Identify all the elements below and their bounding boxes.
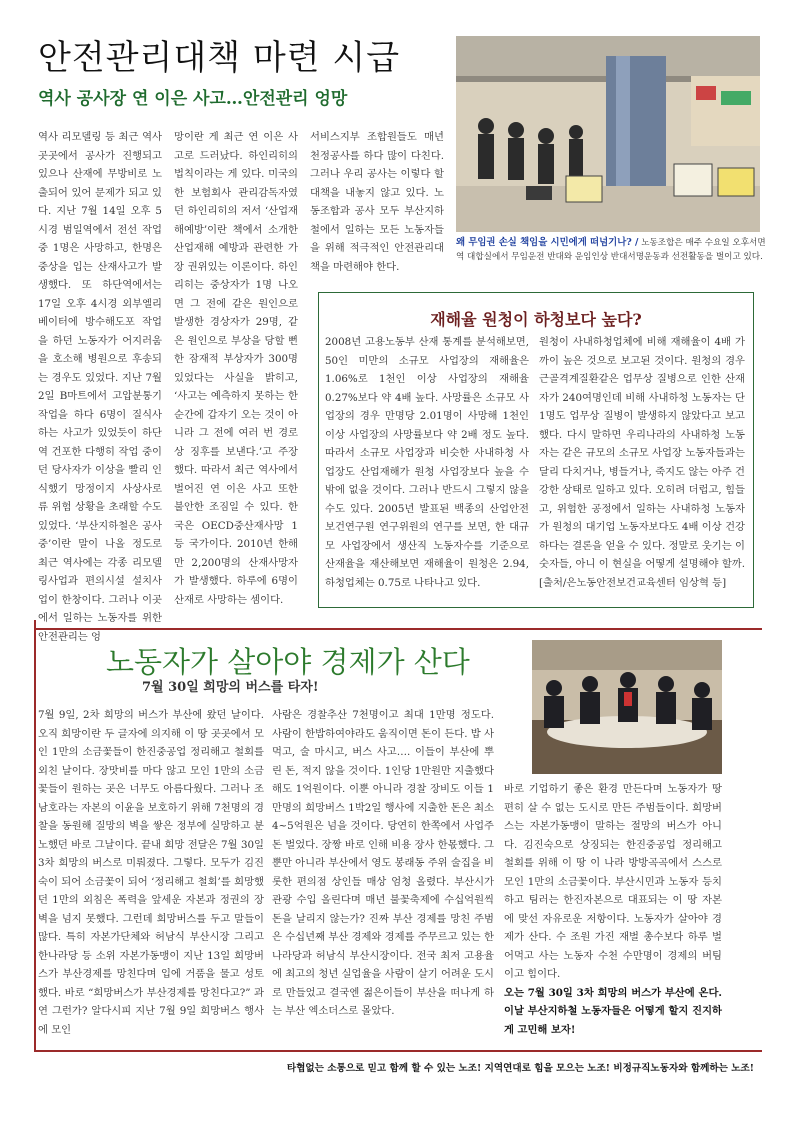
article-divider <box>34 628 762 630</box>
hazard-rate-col1: 2008년 고용노동부 산재 통계를 분석해보면, 50인 미만의 소규모 사업장의 재해율은 1.06%로 1천인 이상 사업장의 재해율 0.27%보다 약 4배 높다. 사망률은 소규모 사업장의 경우 만명당 2.01명이 사망해 1천인 이상 사업장의 사망률보다 약 2배 정도 높다. 따라서 소규모 사업장과 비슷한 사내하청 사업장도 산업재해가 원청 사업장보다 높을 수밖에 없을 것이다. 그러나 반드시 그렇지 않을 수도 있다. 2005년 발표된 백종의 산업안전보건연구원 연구위원의 연구를 보면, 한 대규모 사업장에서 생산직 노동자수를 기준으로 산재율을 재산해보면 재해율이 원청은 2.94, 하청업체는 0.75로 나타나고 있다. <box>325 336 529 589</box>
hazard-rate-col2: 원청이 사내하청업체에 비해 재해율이 4배 가까이 높은 것으로 보고된 것이다. 원청의 경우 근골격계질환같은 업무상 질병으로 인한 산재자가 240여명인데 비해 사내하청 노동자는 단 1명도 업무상 질병이 발생하지 않았다고 보고했다. 다시 말하면 우리나라의 사내하청 노동자는 같은 규모의 소규모 사업장 노동자들과는 달리 다치거나, 병들거나, 죽지도 않는 아주 건강한 상태로 일하고 있다. 오히려 더럽고, 힘들고, 위험한 공정에서 일하는 사내하청 노동자가 원청의 대기업 노동자보다도 4배 이상 건강하다는 결론을 얻을 수 있다. 정말로 웃기는 이 숫자들, 아니 이 현실을 어떻게 설명해야 할까. [출처/은노동안전보건교육센터 임상혁 등] <box>539 336 745 589</box>
article1-col2: 망이란 게 최근 연 이은 사고로 드러났다. 하인리히의 법칙이라는 게 있다. 미국의 한 보험회사 관리감독자였던 하인리히의 저서 ‘산업재해예방’이란 책에서 소개한 산업재해 예방과 관련한 가장 권위있는 이론이다. 하인리히는 중상자가 1명 나오면 그 전에 같은 원인으로 발생한 경상자가 29명, 같은 원인으로 부상을 당할 뻔한 잠재적 부상자가 300명 있었다는 사실을 밝히고, ‘사고는 예측하지 못하는 한 순간에 갑자기 오는 것이 아니라 그 전에 여러 번 경로상 징후를 보낸다.’고 주장했다. 따라서 최근 역사에서 벌어진 연 이은 사고 또한 불안한 조짐일 수 있다. 한국은 OECD중산재사망 1등 국가이다. 2010년 한해만 2,200명의 산재사망자가 발생했다. 하루에 6명이 산재로 사망하는 셈이다. <box>174 131 298 606</box>
hazard-rate-box-title: 재해율 원청이 하청보다 높다? <box>430 310 642 329</box>
article1-headline: 안전관리대책 마련 시급 <box>38 38 401 78</box>
left-border-line <box>34 620 36 1050</box>
hazard-rate-box <box>318 292 754 608</box>
article2-col3: 바로 기업하기 좋은 환경 만든다며 노동자가 땅편히 살 수 없는 도시로 만든 주범들이다. 희망버스는 자본가동맹이 말하는 절망의 버스가 아니다. 김진숙으로 상징되는 한진중공업 정리해고 철회를 위해 이 땅 이 나라 방방곡곡에서 스스로 모인 1만의 소금꽃이다. 부산시민과 노동자 등치하고 팀러는 한진자본으로 대표되는 이 땅 자본에 맞선 자유로운 저항이다. 노동자가 살아야 경제가 산다. 수 조원 가진 재벌 총수보다 하루 벌어먹고 사는 노동자 수천 수만명이 경제의 버팀이고 힘이다. 오는 7월 30일 3차 희망의 버스가 부산에 온다. 이날 부산지하철 노동자들은 어떻게 할지 진지하게 고민해 보자! <box>504 780 722 1039</box>
article2-closing: 오는 7월 30일 3차 희망의 버스가 부산에 온다. 이날 부산지하철 노동자들은 어떻게 할지 진지하게 고민해 보자! <box>504 986 722 1036</box>
bottom-border-line <box>34 1050 762 1052</box>
article1-col1: 역사 리모델링 등 최근 역사 곳곳에서 공사가 진행되고 있으나 산재에 무방비로 노출되어 있어 문제가 되고 있다. 지난 7월 14일 오후 5시경 범일역에서 전선 작업 중 1명은 사망하고, 한명은 중상을 입는 산재사고가 발생했다. 또 하단역에서는 17일 오후 4시경 외부엘리베이터에 방수해도포 작업을 하던 노동자가 어지러움을 호소해 병원으로 후송되는 경우도 있었다. 지난 7월2일 B마트에서 고압분통기작업을 하다 6명이 질식사하는 사고가 있었듯이 하단역 건포한 다행히 작업 중이던 당사자가 이상을 빨리 인식했기 망정이지 사상사로 류 위험 상황을 초래할 수도 있었다. ‘부산지하철은 공사 중’이란 말이 나올 정도로 최근 역사에는 각종 리모델링사업과 편의시설 설치사업이 한창이다. 그러나 이곳에서 일하는 노동자를 위한 안전관리는 엉 <box>38 131 162 643</box>
article1-subhead: 역사 공사장 연 이은 사고…안전관리 엉망 <box>38 89 348 109</box>
campaign-photo <box>456 36 760 232</box>
meeting-photo <box>532 640 722 774</box>
article2-col1: 7월 9일, 2차 희망의 버스가 부산에 왔던 날이다. 오직 희망이란 두 글자에 의지해 이 땅 곳곳에서 모인 1만의 소금꽃들이 한진중공업 정리해고 철회를 외친 날이다. 장맛비를 마다 않고 모인 1만의 소금꽃들이 원하는 곳은 너무도 아름다웠다. 그러나 조남호라는 자본의 이윤을 보호하기 위해 7천명의 경찰을 동원해 질망의 벽을 쌓은 정부에 실망하고 분노했던 바로 그날이다. 끝내 희망 전달은 7월 30일 3차 희망의 버스로 미뤄졌다. 그렇다. 모두가 김진숙이 되어 소금꽃이 되어 ‘정리해고 철회’를 희망했던 1만의 외침은 폭력을 앞세운 자본과 정권의 장벽을 넘지 못했다. 그런데 희망버스를 두고 말들이 많다. 특히 자본가단체와 허남식 부산시장 그리고 한나라당 등 소위 자본가동맹이 지난 13일 희망버스가 부산경제를 망친다며 입에 거품을 물고 성토했다. 바로 “희망버스가 부산경제를 망친다고?” 과연 그런가? 알다시피 지난 7월 9일 희망버스 행사에 모인 <box>38 709 264 1036</box>
article1-col3: 서비스지부 조합원들도 매년 천정공사를 하다 많이 다친다. 그러나 우리 공사는 이렇다 할 대책을 내놓지 않고 있다. 노동조합과 공사 모두 부산지하철에서 일하는 모든 노동자들을 위해 적극적인 안전관리대책을 마련해야 한다. <box>310 131 444 273</box>
footer-slogan: 타협없는 소통으로 믿고 함께 할 수 있는 노조! 지역연대로 힘을 모으는 노조! 비정규직노동자와 함께하는 노조! <box>286 1063 754 1074</box>
article2-col2: 사람은 경찰추산 7천명이고 최대 1만명 정도다. 사람이 한밥하여야라도 움직이면 돈이 든다. 밥 사 먹고, 술 마시고, 버스 사고…. 이들이 부산에 뿌린 돈, 적지 않을 것이다. 1인당 1만원만 지출했다 해도 1억원이다. 이뿐 아니라 경찰 장비도 이들 1만명의 희망버스 1박2일 행사에 지출한 돈은 최소 4~5억원은 넘을 것이다. 당연히 한쪽에서 사업주 돈 벌었다. 장짱 바로 인해 비용 장사 한몫했다. 그 뿐만 아니라 부산에서 영도 봉래동 주위 술집을 비롯한 편의점 상인들 매상 엄청 올렸다. 부산시가 관광 수입 올린다며 매년 불꽃축제에 수십억원씩 돈을 날리지 않는가? 진짜 부산 경제를 망친 주범은 수십년째 부산 경제와 경제를 주무르고 있는 한나라당과 허남식 부산시장이다. 전국 최저 고용율에 최고의 청년 실업율을 사람이 살기 어려운 도시로 만들었고 결국엔 젊은이들이 부산을 떠나게 하는 부산 엑소더스로 몰았다. <box>272 709 494 1017</box>
article2-headline: 노동자가 살아야 경제가 산다 <box>106 645 470 679</box>
campaign-photo-caption: 왜 무임권 손실 책임을 시민에게 떠넘기나? / 노동조합은 매주 수요일 오후서면역 대합실에서 무임운전 반대와 운임인상 반대서명운동과 선전활동을 벌이고 있다. <box>456 237 766 262</box>
article2-subhead: 7월 30일 희망의 버스를 타자! <box>142 680 319 695</box>
